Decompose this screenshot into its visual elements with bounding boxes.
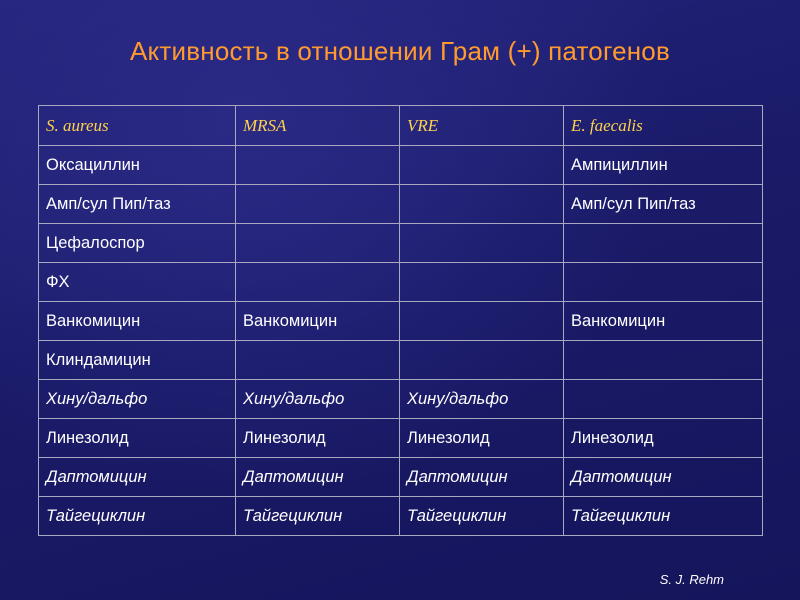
table-cell: Даптомицин <box>564 458 763 497</box>
table-cell: Тайгециклин <box>400 497 564 536</box>
table-cell: Линезолид <box>400 419 564 458</box>
table-row <box>39 419 763 458</box>
table-cell <box>564 341 763 380</box>
table-row <box>39 497 763 536</box>
table-cell <box>564 224 763 263</box>
table-header-row <box>39 106 763 146</box>
table-cell <box>564 380 763 419</box>
table-cell: Ванкомицин <box>236 302 400 341</box>
table-cell <box>564 263 763 302</box>
table-cell <box>400 302 564 341</box>
table-cell: Даптомицин <box>39 458 236 497</box>
slide-title: Активность в отношении Грам (+) патогенов <box>130 36 670 66</box>
table-cell: Клиндамицин <box>39 341 236 380</box>
table-cell: Хину/дальфо <box>400 380 564 419</box>
table-row <box>39 302 763 341</box>
table-cell: Хину/дальфо <box>236 380 400 419</box>
header-e-faecalis: E. faecalis <box>564 106 763 146</box>
table-cell: Тайгециклин <box>39 497 236 536</box>
table-row <box>39 146 763 185</box>
table-cell: Ампициллин <box>564 146 763 185</box>
header-vre: VRE <box>400 106 564 146</box>
table-cell: Даптомицин <box>400 458 564 497</box>
table-cell <box>400 263 564 302</box>
table-cell: Ванкомицин <box>564 302 763 341</box>
table-cell: Тайгециклин <box>236 497 400 536</box>
table-cell <box>236 224 400 263</box>
table-cell: Амп/сул Пип/таз <box>564 185 763 224</box>
table-cell: Тайгециклин <box>564 497 763 536</box>
antibiotic-activity-table <box>38 105 763 536</box>
table-cell: Ванкомицин <box>39 302 236 341</box>
table-cell: Цефалоспор <box>39 224 236 263</box>
table-cell <box>236 146 400 185</box>
table-cell <box>236 341 400 380</box>
table-cell <box>236 263 400 302</box>
table-cell: Линезолид <box>236 419 400 458</box>
table-cell <box>236 185 400 224</box>
table-row <box>39 458 763 497</box>
table-cell <box>400 224 564 263</box>
table-cell: Оксациллин <box>39 146 236 185</box>
table-cell: Хину/дальфо <box>39 380 236 419</box>
table-row <box>39 263 763 302</box>
table-cell: Линезолид <box>39 419 236 458</box>
table-row <box>39 341 763 380</box>
author-credit: S. J. Rehm <box>659 572 724 587</box>
header-s-aureus: S. aureus <box>39 106 236 146</box>
table-cell <box>400 341 564 380</box>
table-cell: Даптомицин <box>236 458 400 497</box>
table-row <box>39 185 763 224</box>
table-cell: Амп/сул Пип/таз <box>39 185 236 224</box>
table-cell: ФХ <box>39 263 236 302</box>
table-cell <box>400 185 564 224</box>
table-cell <box>400 146 564 185</box>
table-row <box>39 224 763 263</box>
header-mrsa: MRSA <box>236 106 400 146</box>
table-row <box>39 380 763 419</box>
table-cell: Линезолид <box>564 419 763 458</box>
